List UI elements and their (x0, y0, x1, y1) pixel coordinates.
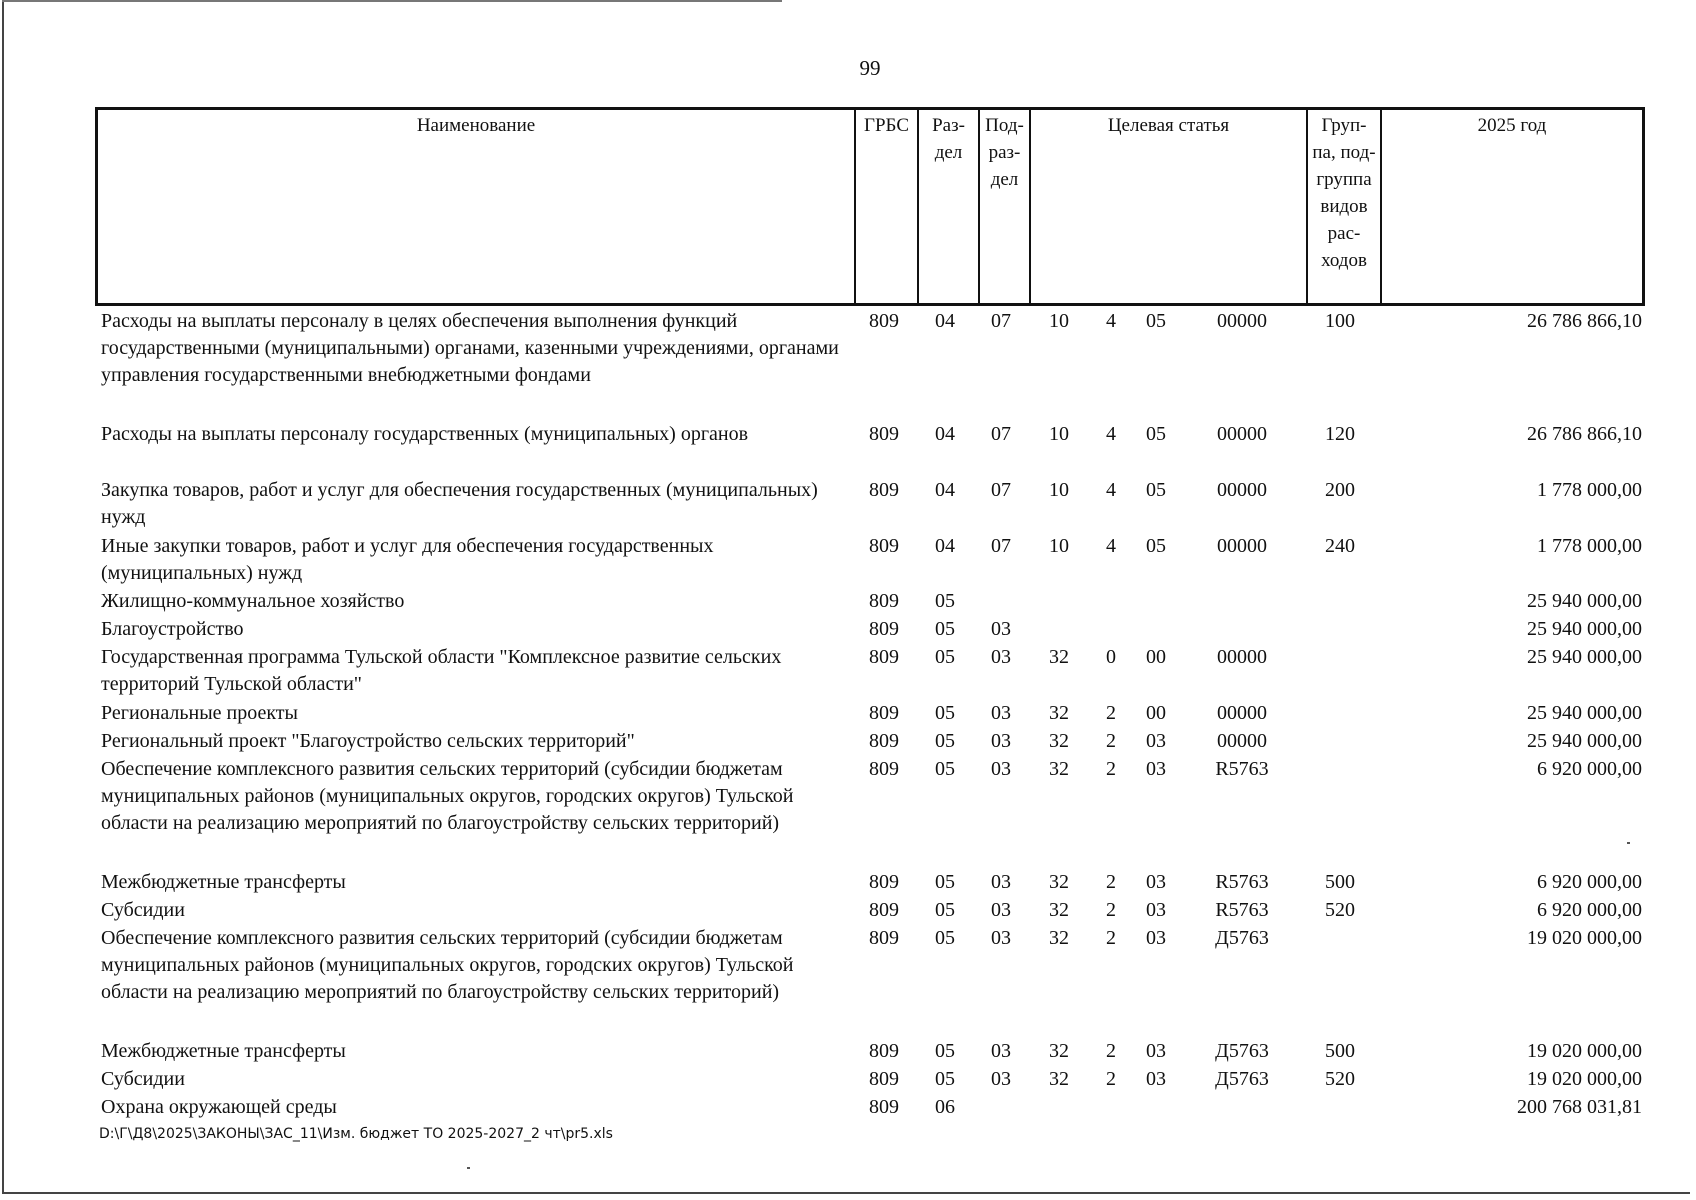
podrazdel-cell: 03 (991, 646, 1011, 668)
header-razdel-line: Раз- (932, 115, 965, 136)
podrazdel-cell: 03 (991, 1068, 1011, 1090)
razdel-cell: 04 (935, 423, 955, 445)
header-group (1306, 110, 1380, 303)
header-group-line: Груп- (1321, 115, 1367, 136)
target-type-cell: 2 (1106, 1068, 1116, 1090)
row-name-cell: Охрана окружающей среды (101, 1096, 337, 1118)
row-name-cell: Расходы на выплаты персоналу в целях обеспечения выполнения функций государственными (муниципальными) органами, казенными учреждениями, органами управления государственными внебюджетными фондами (101, 310, 839, 386)
scan-speck (1627, 842, 1630, 844)
podrazdel-cell: 03 (991, 899, 1011, 921)
target-subprogram-cell: 05 (1146, 423, 1166, 445)
expense-group-cell: 520 (1325, 1068, 1355, 1090)
podrazdel-cell: 07 (991, 479, 1011, 501)
podrazdel-cell: 03 (991, 1040, 1011, 1062)
amount-cell: 1 778 000,00 (1537, 535, 1642, 557)
header-group-line: ходов (1321, 250, 1367, 271)
header-razdel (917, 110, 978, 303)
header-group-line: рас- (1327, 223, 1361, 244)
razdel-cell: 05 (935, 590, 955, 612)
target-program-cell: 32 (1049, 899, 1069, 921)
target-direction-cell: Д5763 (1215, 1068, 1269, 1090)
target-direction-cell: 00000 (1217, 479, 1267, 501)
amount-cell: 25 940 000,00 (1527, 618, 1642, 640)
amount-cell: 25 940 000,00 (1527, 702, 1642, 724)
razdel-cell: 05 (935, 758, 955, 780)
target-direction-cell: 00000 (1217, 646, 1267, 668)
amount-cell: 19 020 000,00 (1527, 1040, 1642, 1062)
razdel-cell: 04 (935, 479, 955, 501)
row-name-cell: Жилищно-коммунальное хозяйство (101, 590, 405, 612)
scan-speck (467, 1167, 470, 1169)
target-direction-cell: Д5763 (1215, 1040, 1269, 1062)
grbs-cell: 809 (869, 618, 899, 640)
target-type-cell: 2 (1106, 758, 1116, 780)
target-program-cell: 32 (1049, 758, 1069, 780)
row-name-cell: Субсидии (101, 899, 185, 921)
amount-cell: 26 786 866,10 (1527, 310, 1642, 332)
target-type-cell: 2 (1106, 871, 1116, 893)
row-name-cell: Региональные проекты (101, 702, 298, 724)
target-program-cell: 32 (1049, 871, 1069, 893)
razdel-cell: 05 (935, 899, 955, 921)
grbs-cell: 809 (869, 927, 899, 949)
header-target-label: Целевая статья (1107, 115, 1230, 136)
row-name-cell: Закупка товаров, работ и услуг для обеспечения государственных (муниципальных) нужд (101, 479, 818, 528)
target-direction-cell: 00000 (1217, 730, 1267, 752)
target-direction-cell: R5763 (1215, 871, 1269, 893)
target-type-cell: 2 (1106, 702, 1116, 724)
header-group-line: видов (1320, 196, 1368, 217)
footer-file-path: D:\Г\Д8\2025\ЗАКОНЫ\ЗАС_11\Изм. бюджет ТО 2025-2027_2 чт\pr5.xls (99, 1126, 613, 1142)
grbs-cell: 809 (869, 1096, 899, 1118)
header-name (98, 110, 854, 303)
grbs-cell: 809 (869, 899, 899, 921)
target-subprogram-cell: 03 (1146, 927, 1166, 949)
row-name-cell: Государственная программа Тульской области "Комплексное развитие сельских территорий Тульской области" (101, 646, 782, 695)
podrazdel-cell: 03 (991, 758, 1011, 780)
page-number: 99 (859, 56, 881, 80)
target-subprogram-cell: 03 (1146, 1040, 1166, 1062)
target-direction-cell: 00000 (1217, 702, 1267, 724)
header-podrazdel-line: Под- (985, 115, 1024, 136)
grbs-cell: 809 (869, 1068, 899, 1090)
row-name-cell: Иные закупки товаров, работ и услуг для обеспечения государственных (муниципальных) нужд (101, 535, 714, 584)
grbs-cell: 809 (869, 702, 899, 724)
target-subprogram-cell: 00 (1146, 702, 1166, 724)
target-program-cell: 32 (1049, 702, 1069, 724)
header-target (1029, 110, 1306, 303)
razdel-cell: 05 (935, 618, 955, 640)
target-subprogram-cell: 05 (1146, 310, 1166, 332)
target-subprogram-cell: 03 (1146, 758, 1166, 780)
header-group-line: па, под- (1312, 142, 1376, 163)
target-subprogram-cell: 03 (1146, 730, 1166, 752)
podrazdel-cell: 03 (991, 618, 1011, 640)
grbs-cell: 809 (869, 730, 899, 752)
grbs-cell: 809 (869, 535, 899, 557)
grbs-cell: 809 (869, 423, 899, 445)
header-grbs (854, 110, 917, 303)
amount-cell: 1 778 000,00 (1537, 479, 1642, 501)
podrazdel-cell: 03 (991, 927, 1011, 949)
amount-cell: 200 768 031,81 (1517, 1096, 1642, 1118)
razdel-cell: 05 (935, 1040, 955, 1062)
expense-group-cell: 200 (1325, 479, 1355, 501)
target-program-cell: 10 (1049, 423, 1069, 445)
target-direction-cell: R5763 (1215, 899, 1269, 921)
grbs-cell: 809 (869, 871, 899, 893)
expense-group-cell: 500 (1325, 871, 1355, 893)
target-subprogram-cell: 03 (1146, 1068, 1166, 1090)
table-header (95, 107, 1645, 306)
row-name-cell: Субсидии (101, 1068, 185, 1090)
target-program-cell: 32 (1049, 730, 1069, 752)
header-podrazdel-line: дел (990, 169, 1019, 190)
header-razdel-line: дел (934, 142, 963, 163)
grbs-cell: 809 (869, 646, 899, 668)
amount-cell: 25 940 000,00 (1527, 646, 1642, 668)
expense-group-cell: 100 (1325, 310, 1355, 332)
target-subprogram-cell: 03 (1146, 871, 1166, 893)
target-subprogram-cell: 05 (1146, 535, 1166, 557)
amount-cell: 25 940 000,00 (1527, 590, 1642, 612)
target-program-cell: 32 (1049, 646, 1069, 668)
razdel-cell: 04 (935, 310, 955, 332)
target-program-cell: 10 (1049, 310, 1069, 332)
podrazdel-cell: 07 (991, 535, 1011, 557)
target-subprogram-cell: 05 (1146, 479, 1166, 501)
razdel-cell: 05 (935, 730, 955, 752)
target-program-cell: 32 (1049, 927, 1069, 949)
amount-cell: 25 940 000,00 (1527, 730, 1642, 752)
razdel-cell: 05 (935, 871, 955, 893)
target-direction-cell: 00000 (1217, 310, 1267, 332)
grbs-cell: 809 (869, 758, 899, 780)
header-name-label: Наименование (416, 115, 536, 136)
target-subprogram-cell: 00 (1146, 646, 1166, 668)
razdel-cell: 05 (935, 927, 955, 949)
target-direction-cell: 00000 (1217, 423, 1267, 445)
target-type-cell: 2 (1106, 899, 1116, 921)
podrazdel-cell: 03 (991, 730, 1011, 752)
target-direction-cell: 00000 (1217, 535, 1267, 557)
target-program-cell: 32 (1049, 1040, 1069, 1062)
header-year (1380, 110, 1642, 303)
amount-cell: 6 920 000,00 (1537, 899, 1642, 921)
podrazdel-cell: 07 (991, 423, 1011, 445)
target-program-cell: 10 (1049, 479, 1069, 501)
row-name-cell: Региональный проект "Благоустройство сельских территорий" (101, 730, 635, 752)
amount-cell: 19 020 000,00 (1527, 927, 1642, 949)
row-name-cell: Межбюджетные трансферты (101, 871, 346, 893)
expense-group-cell: 120 (1325, 423, 1355, 445)
razdel-cell: 06 (935, 1096, 955, 1118)
target-type-cell: 4 (1106, 423, 1116, 445)
grbs-cell: 809 (869, 1040, 899, 1062)
target-type-cell: 4 (1106, 310, 1116, 332)
target-program-cell: 10 (1049, 535, 1069, 557)
target-direction-cell: Д5763 (1215, 927, 1269, 949)
amount-cell: 19 020 000,00 (1527, 1068, 1642, 1090)
header-year-label: 2025 год (1477, 115, 1547, 136)
header-podrazdel (978, 110, 1029, 303)
expense-group-cell: 500 (1325, 1040, 1355, 1062)
razdel-cell: 05 (935, 1068, 955, 1090)
row-name-cell: Благоустройство (101, 618, 244, 640)
razdel-cell: 05 (935, 646, 955, 668)
amount-cell: 26 786 866,10 (1527, 423, 1642, 445)
grbs-cell: 809 (869, 310, 899, 332)
podrazdel-cell: 07 (991, 310, 1011, 332)
header-grbs-label: ГРБС (863, 115, 909, 136)
target-type-cell: 2 (1106, 927, 1116, 949)
razdel-cell: 04 (935, 535, 955, 557)
target-type-cell: 0 (1106, 646, 1116, 668)
row-name-cell: Межбюджетные трансферты (101, 1040, 346, 1062)
grbs-cell: 809 (869, 590, 899, 612)
target-direction-cell: R5763 (1215, 758, 1269, 780)
row-name-cell: Расходы на выплаты персоналу государственных (муниципальных) органов (101, 423, 749, 445)
podrazdel-cell: 03 (991, 702, 1011, 724)
razdel-cell: 05 (935, 702, 955, 724)
row-name-cell: Обеспечение комплексного развития сельских территорий (субсидии бюджетам муниципальных районов (муниципальных округов, городских округов) Тульской области на реализацию мероприятий по благоустройству сельских территорий) (101, 758, 794, 834)
target-type-cell: 4 (1106, 535, 1116, 557)
amount-cell: 6 920 000,00 (1537, 758, 1642, 780)
target-program-cell: 32 (1049, 1068, 1069, 1090)
target-subprogram-cell: 03 (1146, 899, 1166, 921)
grbs-cell: 809 (869, 479, 899, 501)
expense-group-cell: 240 (1325, 535, 1355, 557)
expense-group-cell: 520 (1325, 899, 1355, 921)
target-type-cell: 4 (1106, 479, 1116, 501)
header-group-line: группа (1316, 169, 1372, 190)
row-name-cell: Обеспечение комплексного развития сельских территорий (субсидии бюджетам муниципальных районов (муниципальных округов, городских округов) Тульской области на реализацию мероприятий по благоустройству сельских территорий) (101, 927, 794, 1003)
target-type-cell: 2 (1106, 730, 1116, 752)
header-podrazdel-line: раз- (988, 142, 1021, 163)
target-type-cell: 2 (1106, 1040, 1116, 1062)
podrazdel-cell: 03 (991, 871, 1011, 893)
amount-cell: 6 920 000,00 (1537, 871, 1642, 893)
